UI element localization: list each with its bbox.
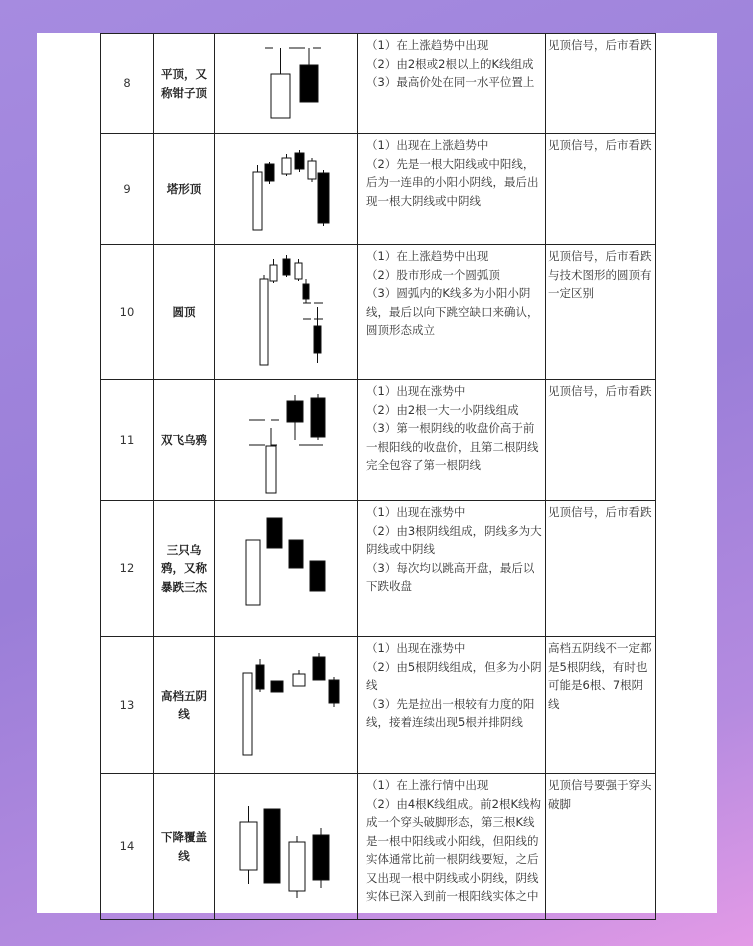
table-row [101,501,656,637]
bullish-candle [308,161,316,179]
pattern-name: 高档五阴线 [154,637,215,774]
bearish-candle [271,681,283,692]
bullish-candle [270,265,277,281]
table-row [101,637,656,774]
bearish-candle [256,665,264,689]
pattern-note: 高档五阴线不一定都是5根阴线，有时也可能是6根、7根阴线 [546,637,656,774]
pattern-note: 见顶信号要强于穿头破脚 [546,774,656,920]
bearish-candle [289,540,303,568]
pattern-description [358,637,546,774]
pattern-description [358,501,546,637]
pattern-description [358,774,546,920]
candlestick-diagram [215,380,358,501]
candlestick-diagram [215,637,358,774]
pattern-number: 11 [101,380,154,501]
pattern-note: 见顶信号，后市看跌 [546,501,656,637]
pattern-name: 塔形顶 [154,134,215,245]
candlestick-chart [215,245,357,379]
description-line: （1）出现在涨势中 [366,505,466,519]
description-line: （1）出现在涨势中 [366,384,466,398]
bullish-candle [266,446,276,493]
pattern-name: 双飞乌鸦 [154,380,215,501]
description-line: （2）由3根阴线组成，阴线多为大阴线或中阴线 [366,523,542,556]
description-line: （2）先是一根大阳线或中阳线，后为一连串的小阳小阴线，最后出现一根大阴线或中阴线 [366,156,539,208]
bearish-candle [265,164,274,181]
pattern-number: 10 [101,245,154,380]
table-row [101,34,656,134]
candlestick-chart [215,34,357,133]
bullish-candle [240,822,257,870]
bearish-candle [267,518,282,548]
description-line: （3）先是拉出一根较有力度的阳线，接着连续出现5根并排阴线 [366,696,535,729]
candlestick-diagram [215,501,358,637]
bullish-candle [289,842,305,891]
candlestick-chart [215,380,357,500]
bullish-candle [243,673,252,755]
candlestick-pattern-table [100,33,656,920]
description-line: （2）由2根一大一小阴线组成 [366,402,519,417]
bullish-candle [271,74,290,118]
description-line: （3）第一根阴线的收盘价高于前一根阳线的收盘价，且第二根阴线完全包容了第一根阴线 [366,421,539,472]
bullish-candle [246,540,260,605]
bearish-candle [329,680,339,703]
pattern-name: 三只乌鸦，又称暴跌三杰 [154,501,215,637]
candlestick-diagram [215,34,358,134]
pattern-description [358,34,546,134]
description-line: （1）出现在上涨趋势中 [366,138,489,152]
pattern-note: 见顶信号，后市看跌 [546,34,656,134]
description-line: （3）圆弧内的K线多为小阳小阴线，最后以向下跳空缺口来确认，圆顶形态成立 [366,286,539,337]
pattern-name: 圆顶 [154,245,215,380]
candlestick-chart [215,637,357,773]
pattern-name: 平顶，又称钳子顶 [154,34,215,134]
description-line: （2）由5根阴线组成，但多为小阴线 [366,659,542,692]
bullish-candle [253,172,262,230]
bearish-candle [295,153,304,169]
bullish-candle [260,279,268,365]
pattern-note: 见顶信号，后市看跌 [546,134,656,245]
bullish-candle [282,158,291,174]
description-line: （2）由4根K线组成。前2根K线构成一个穿头破脚形态，第三根K线是一根中阳线或小阳线，但阳线的实体通常比前一根阴线要短，之后又出现一根中阴线或小阴线，阴线实体已深入到前一根阳线实体之中 [366,796,542,903]
description-line: （1）在上涨趋势中出现 [366,38,489,52]
description-line: （3）每次均以跳高开盘，最后以下跌收盘 [366,560,535,593]
description-line: （3）最高价处在同一水平位置上 [366,75,535,89]
bearish-candle [310,561,325,591]
pattern-number: 12 [101,501,154,637]
bearish-candle [287,401,303,422]
bearish-candle [264,809,280,883]
description-line: （2）由2根或2根以上的K线组成 [366,56,534,71]
bearish-candle [318,173,329,223]
pattern-description [358,380,546,501]
pattern-description [358,245,546,380]
table-row [101,245,656,380]
candlestick-diagram [215,774,358,920]
description-line: （1）出现在涨势中 [366,641,466,655]
bearish-candle [303,284,309,299]
pattern-number: 14 [101,774,154,920]
candlestick-diagram [215,245,358,380]
table-row [101,774,656,920]
description-line: （2）股市形成一个圆弧顶 [366,267,500,282]
bearish-candle [314,326,321,353]
bullish-candle [295,263,302,279]
bearish-candle [313,835,329,880]
pattern-description [358,134,546,245]
table-row [101,134,656,245]
candlestick-chart [215,501,357,636]
description-line: （1）在上涨趋势中出现 [366,249,489,263]
candlestick-chart [215,774,357,919]
table-row [101,380,656,501]
pattern-name: 下降覆盖线 [154,774,215,920]
candlestick-chart [215,134,357,244]
candlestick-diagram [215,134,358,245]
pattern-number: 13 [101,637,154,774]
bearish-candle [300,65,318,102]
bearish-candle [313,657,325,680]
pattern-number: 8 [101,34,154,134]
bearish-candle [283,259,290,275]
bearish-candle [311,398,325,437]
pattern-note: 见顶信号，后市看跌与技术图形的圆顶有一定区别 [546,245,656,380]
bullish-candle [293,674,305,686]
pattern-note: 见顶信号，后市看跌 [546,380,656,501]
pattern-number: 9 [101,134,154,245]
description-line: （1）在上涨行情中出现 [366,778,489,792]
